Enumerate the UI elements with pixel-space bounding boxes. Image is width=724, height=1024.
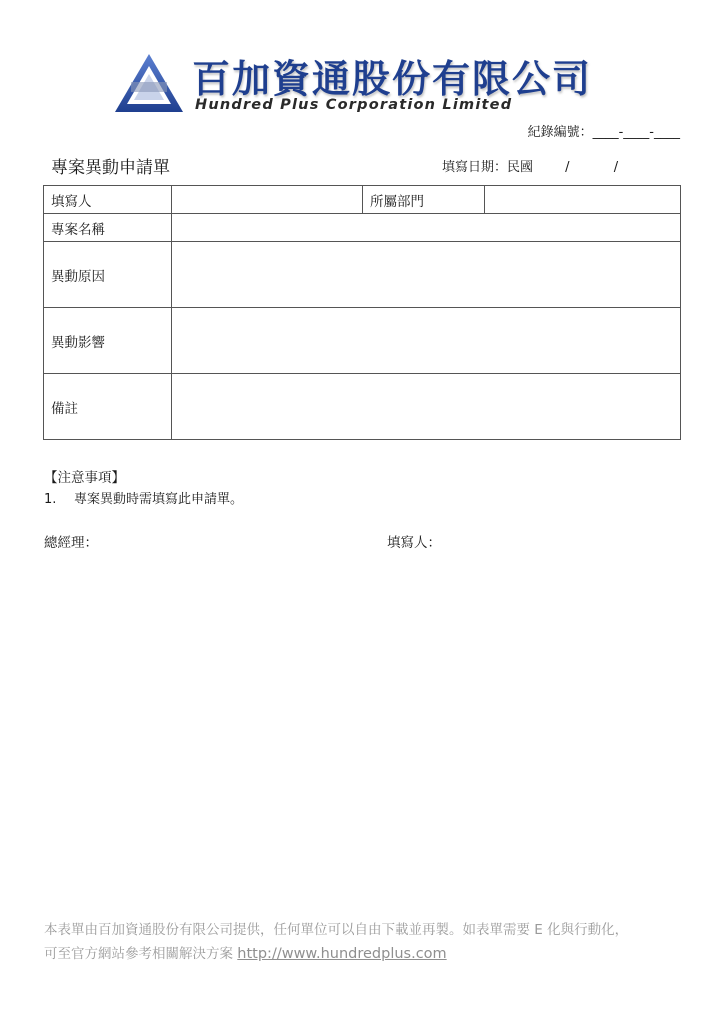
form-title: 專案異動申請單 bbox=[51, 158, 170, 178]
date-separator: / bbox=[565, 160, 570, 175]
general-manager-signature-label: 總經理： bbox=[44, 535, 98, 551]
date-separator: / bbox=[613, 160, 619, 175]
filler-signature-label: 填寫人： bbox=[387, 535, 441, 551]
project-name-label: 專案名稱 bbox=[44, 214, 172, 242]
change-impact-field[interactable] bbox=[172, 308, 681, 374]
footer-note bbox=[44, 918, 628, 966]
department-field[interactable] bbox=[485, 186, 681, 214]
notes-heading: 【注意事項】 bbox=[44, 470, 125, 486]
filler-field[interactable] bbox=[172, 186, 363, 214]
website-link[interactable]: http://www.hundredplus.com bbox=[237, 946, 447, 962]
note-number: 1. bbox=[44, 492, 57, 507]
company-name-en: Hundred Plus Corporation Limited bbox=[195, 97, 513, 113]
company-logo bbox=[113, 52, 185, 114]
footer-line-1: 本表單由百加資通股份有限公司提供，任何單位可以自由下載並再製。如表單需要 E 化與行動化， bbox=[44, 922, 629, 938]
note-text: 專案異動時需填寫此申請單。 bbox=[74, 492, 244, 507]
fill-date bbox=[442, 156, 618, 175]
project-change-form-table bbox=[43, 185, 681, 440]
record-number: 紀錄編號：____-____-____ bbox=[527, 125, 680, 140]
change-reason-field[interactable] bbox=[172, 242, 681, 308]
note-item bbox=[44, 488, 243, 507]
footer-line-2 bbox=[44, 942, 628, 966]
footer-line-2-text: 可至官方網站參考相關解決方案 bbox=[44, 946, 238, 962]
change-reason-label: 異動原因 bbox=[44, 242, 172, 308]
company-name-cn: 百加資通股份有限公司 bbox=[192, 57, 593, 101]
remarks-label: 備註 bbox=[44, 374, 172, 440]
fill-date-label: 填寫日期：民國 bbox=[442, 160, 534, 175]
remarks-field[interactable] bbox=[172, 374, 681, 440]
filler-label: 填寫人 bbox=[44, 186, 172, 214]
change-impact-label: 異動影響 bbox=[44, 308, 172, 374]
department-label: 所屬部門 bbox=[363, 186, 485, 214]
project-name-field[interactable] bbox=[172, 214, 681, 242]
